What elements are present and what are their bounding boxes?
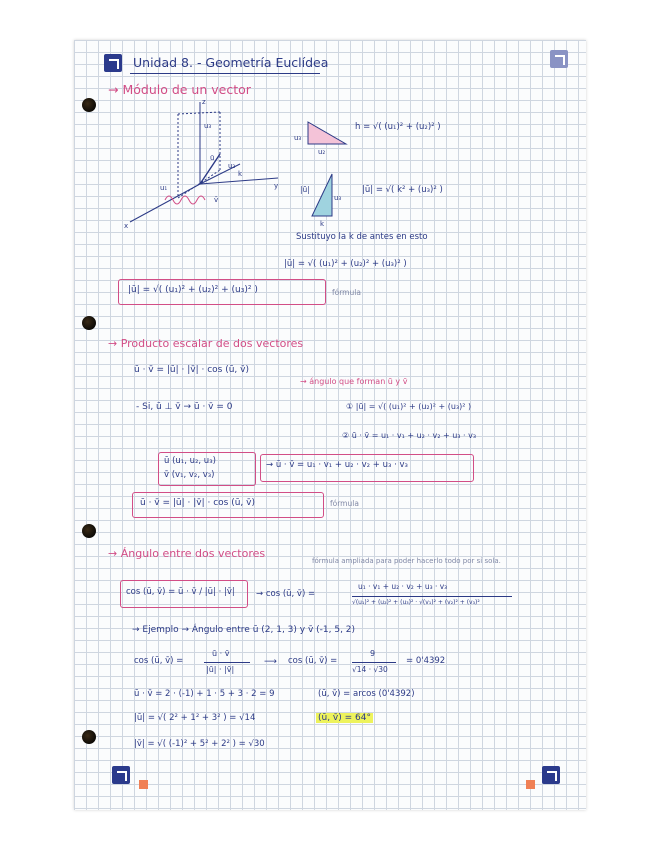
example-cos-denominator: |ū| · |v̄| [206,665,235,674]
example-cos2-lhs: cos (ū, v̄) = [288,656,338,666]
notebook-logo-icon [542,766,560,784]
k-label: k [238,170,243,178]
section-heading-angulo: → Ángulo entre dos vectores [108,547,266,560]
page-title: Unidad 8. - Geometría Euclídea [133,55,329,70]
binder-hole [82,316,96,330]
expanded-denominator: √(u₁)² + (u₂)² + (u₃)² · √(v₁)² + (v₂)² + (v₃)² [352,599,480,606]
notebook-logo-icon [550,50,568,68]
perpendicular-rule: - Si, ū ⊥ v̄ → ū · v̄ = 0 [136,402,233,412]
fraction-bar [352,662,396,663]
triangle1-side-label: u₃ [294,134,302,142]
binder-hole [82,524,96,538]
example-title: → Ejemplo → Ángulo entre ū (2, 1, 3) y v̄ (-1, 5, 2) [132,625,356,635]
modulo-u-calc: |ū| = √( 2² + 1² + 3² ) = √14 [134,713,256,723]
vector-v-components: v̄ (v₁, v₂, v₃) [164,470,215,480]
expanded-lhs: → cos (ū, v̄) = [256,589,316,599]
substitute-note: Sustituyo la k de antes en esto [296,232,428,242]
u3-label: u₃ [204,122,212,130]
example-cos2-value: = 0'4392 [406,656,446,666]
section-heading-producto: → Producto escalar de dos vectores [108,337,304,350]
angle-note: → ángulo que forman ū y v̄ [300,377,408,386]
example-cos2-denominator: √14 · √30 [352,665,388,674]
u1-label: u₁ [160,184,168,192]
vector-3d-diagram [120,94,290,234]
axis-z-label: z [202,98,206,106]
modulo-v-calc: |v̄| = √( (-1)² + 5² + 2² ) = √30 [134,739,265,749]
fraction-bar [352,596,512,597]
modulo-formula: |ū| = √( (u₁)² + (u₂)² + (u₃)² ) [128,285,258,295]
orange-marker [139,780,148,789]
dot-components-formula: → ū · v̄ = u₁ · v₁ + u₂ · v₂ + u₃ · v₃ [266,460,408,470]
triangle2-right-label: u₃ [334,194,342,202]
expanded-numerator: u₁ · v₁ + u₂ · v₂ + u₃ · v₃ [358,582,448,591]
expanded-formula-note: fórmula ampliada para poder hacerlo todo por sí sola. [312,557,501,565]
producto-formula: ū · v̄ = |ū| · |v̄| · cos (ū, v̄) [140,498,255,508]
title-underline [130,73,320,74]
vector-u-components: ū (u₁, u₂, u₃) [164,456,216,466]
notebook-logo-icon [112,766,130,784]
final-angle-result [316,714,373,723]
dot-product-definition: ū · v̄ = |ū| · |v̄| · cos (ū, v̄) [134,365,249,375]
formula-label: fórmula [330,499,359,508]
notebook-logo-icon [104,54,122,72]
example-cos-numerator: ū · v̄ [212,649,230,658]
triangle2-left-label: |ū| [300,185,310,194]
angle-calculation: (ū, v̄) = arcos (0'4392) [318,689,415,699]
axis-y-label: y [274,182,279,190]
dot-calculation: ū · v̄ = 2 · (-1) + 1 · 5 + 3 · 2 = 9 [134,689,275,699]
example-cos2-numerator: 9 [370,649,376,658]
modulo-reminder: ① |ū| = √( (u₁)² + (u₂)² + (u₃)² ) [346,402,472,411]
triangle-1 [290,116,360,158]
highlighted-result: (ū, v̄) = 64° [318,713,371,723]
orange-marker [526,780,535,789]
triangle1-formula: h = √( (u₁)² + (u₂)² ) [355,122,441,132]
axis-x-label: x [124,222,129,230]
binder-hole [82,730,96,744]
dot-reminder: ② ū · v̄ = u₁ · v₁ + u₂ · v₂ + u₃ · v₃ [342,431,477,440]
triangle2-bottom-label: k [320,220,325,228]
formula-label: fórmula [332,288,361,297]
triangle-2 [300,170,350,228]
section-heading-modulo: → Módulo de un vector [108,82,251,97]
module-result: |ū| = √( (u₁)² + (u₂)² + (u₃)² ) [284,259,407,269]
v-vec-label: v̄ [214,196,219,204]
triangle1-bottom-label: u₂ [318,148,326,156]
binder-hole [82,98,96,112]
example-cos-lhs: cos (ū, v̄) = [134,656,184,666]
u-vec-label: ū [210,154,215,162]
fraction-bar [204,662,250,663]
u2-label: u₂ [228,162,236,170]
arrow: ⟶ [264,657,277,667]
angle-formula: cos (ū, v̄) = ū · v̄ / |ū| · |v̄| [126,587,235,597]
triangle2-formula: |ū| = √( k² + (u₃)² ) [362,185,443,195]
